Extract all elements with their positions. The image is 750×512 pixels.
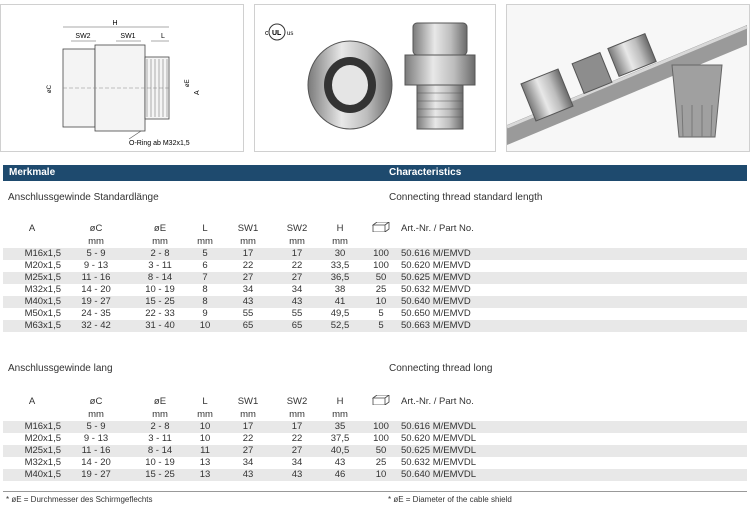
table-cell: 34 bbox=[242, 284, 254, 295]
table-cell: M16x1,5 bbox=[3, 248, 61, 260]
footer-note-de: * øE = Durchmesser des Schirmgeflechts bbox=[6, 495, 153, 504]
table-cell: 27 bbox=[275, 272, 319, 284]
dim-sw2-label: SW2 bbox=[75, 33, 91, 40]
col-oe: øE bbox=[153, 223, 167, 234]
col-l: L bbox=[202, 396, 208, 407]
table1-title-en: Connecting thread standard length bbox=[389, 192, 543, 203]
col-oc: øC bbox=[89, 396, 103, 407]
table-cell: M63x1,5 bbox=[3, 320, 61, 332]
col-part-no: Art.-Nr. / Part No. bbox=[401, 223, 474, 234]
table-cell: 8 - 14 bbox=[131, 445, 189, 457]
table-cell: M16x1,5 bbox=[3, 421, 61, 433]
table-cell: 30 bbox=[319, 248, 361, 260]
table-cell: 55 bbox=[242, 308, 254, 319]
table-cell: 50.616 M/EMVDL bbox=[401, 421, 747, 433]
table-cell: 5 bbox=[378, 308, 384, 319]
table-cell: 17 bbox=[275, 421, 319, 433]
table-cell: 22 bbox=[242, 260, 254, 271]
table-cell: 11 bbox=[189, 445, 221, 457]
header-left-label: Merkmale bbox=[9, 167, 56, 178]
col-h: H bbox=[336, 396, 344, 407]
table-cell: 10 bbox=[199, 433, 211, 444]
table-cell: 15 - 25 bbox=[131, 469, 189, 481]
table-cell: M50x1,5 bbox=[24, 308, 61, 319]
table-unit-row: mm mm mm mm mm mm bbox=[88, 236, 348, 247]
table-cell: 34 bbox=[242, 457, 254, 468]
table-cell: 7 bbox=[189, 272, 221, 284]
table-cell: 8 - 14 bbox=[131, 272, 189, 284]
table-row bbox=[3, 284, 747, 296]
table-cell: 11 - 16 bbox=[61, 445, 131, 457]
table-cell: 100 bbox=[361, 421, 401, 433]
table-row bbox=[3, 421, 747, 433]
col-oc: øC bbox=[89, 223, 103, 234]
packaging-box-icon bbox=[372, 222, 390, 232]
col-l: L bbox=[202, 223, 208, 234]
technical-drawing bbox=[0, 4, 244, 152]
table-cell: 41 bbox=[319, 296, 361, 308]
table-long-thread bbox=[3, 395, 747, 481]
table-standard-length bbox=[3, 222, 747, 332]
table-row bbox=[3, 248, 747, 260]
table-cell: M32x1,5 bbox=[24, 457, 61, 468]
ul-c-text: c bbox=[265, 30, 269, 37]
table-cell: 55 bbox=[291, 308, 303, 319]
table-cell: 10 bbox=[361, 296, 401, 308]
packaging-box-icon bbox=[372, 395, 390, 405]
col-a: A bbox=[28, 223, 36, 234]
table-unit-row: mm mm mm mm mm mm bbox=[88, 409, 348, 420]
ul-us-text: us bbox=[287, 31, 294, 37]
table-header-row bbox=[3, 395, 747, 409]
col-oe: øE bbox=[153, 396, 167, 407]
table-cell: M20x1,5 bbox=[24, 260, 61, 271]
table-cell: 10 - 19 bbox=[145, 457, 175, 468]
table-cell: 27 bbox=[275, 445, 319, 457]
table-cell: 15 - 25 bbox=[131, 296, 189, 308]
table-cell: 65 bbox=[275, 320, 319, 332]
table-cell: 6 bbox=[202, 260, 208, 271]
col-h: H bbox=[336, 223, 344, 234]
table-cell: 13 bbox=[189, 469, 221, 481]
table-cell: 17 bbox=[275, 248, 319, 260]
table-cell: 22 bbox=[291, 433, 303, 444]
table-cell: 100 bbox=[373, 433, 389, 444]
table-cell: 19 - 27 bbox=[61, 469, 131, 481]
table-cell: 50.620 M/EMVDL bbox=[401, 433, 476, 444]
table-cell: 25 bbox=[375, 457, 387, 468]
table-cell: 52,5 bbox=[319, 320, 361, 332]
table-cell: 8 bbox=[189, 296, 221, 308]
table-cell: 34 bbox=[291, 457, 303, 468]
table-cell: 43 bbox=[275, 296, 319, 308]
col-a: A bbox=[28, 396, 36, 407]
table-cell: 27 bbox=[221, 445, 275, 457]
table-cell: 50.650 M/EMVD bbox=[401, 308, 471, 319]
table-cell: 5 - 9 bbox=[61, 248, 131, 260]
dim-oe-label: øE bbox=[185, 79, 191, 87]
table-cell: 50.640 M/EMVDL bbox=[401, 469, 747, 481]
col-sw1: SW1 bbox=[237, 396, 259, 407]
table-cell: 10 - 19 bbox=[145, 284, 175, 295]
table-cell: 50.640 M/EMVD bbox=[401, 296, 747, 308]
col-sw1: SW1 bbox=[237, 223, 259, 234]
table-cell: M25x1,5 bbox=[3, 272, 61, 284]
assembly-photo bbox=[506, 4, 750, 152]
table-cell: 40,5 bbox=[319, 445, 361, 457]
table-row bbox=[3, 433, 747, 445]
table-row bbox=[3, 272, 747, 284]
table-cell: 33,5 bbox=[330, 260, 350, 271]
table-cell: 43 bbox=[221, 469, 275, 481]
table-cell: 24 - 35 bbox=[81, 308, 111, 319]
table-cell: 9 - 13 bbox=[83, 260, 109, 271]
table-cell: 5 bbox=[189, 248, 221, 260]
table-cell: 100 bbox=[361, 248, 401, 260]
table-cell: 43 bbox=[221, 296, 275, 308]
table-cell: 32 - 42 bbox=[61, 320, 131, 332]
table-cell: 35 bbox=[319, 421, 361, 433]
table-row bbox=[3, 320, 747, 332]
table-row bbox=[3, 296, 747, 308]
dim-h-label: H bbox=[112, 20, 118, 27]
table-cell: 2 - 8 bbox=[131, 248, 189, 260]
table-cell: 22 bbox=[291, 260, 303, 271]
col-packaging-icon bbox=[361, 222, 401, 236]
table-cell: 50.625 M/EMVD bbox=[401, 272, 747, 284]
table-cell: 17 bbox=[221, 421, 275, 433]
table-cell: 50.625 M/EMVDL bbox=[401, 445, 747, 457]
table-cell: 43 bbox=[275, 469, 319, 481]
table-cell: M32x1,5 bbox=[24, 284, 61, 295]
table-row bbox=[3, 469, 747, 481]
col-packaging-icon bbox=[361, 395, 401, 409]
table-cell: 3 - 11 bbox=[148, 433, 172, 444]
col-sw2: SW2 bbox=[286, 223, 308, 234]
table-row bbox=[3, 260, 747, 272]
table-cell: 25 bbox=[375, 284, 387, 295]
dim-l-label: L bbox=[161, 33, 165, 40]
col-sw2: SW2 bbox=[286, 396, 308, 407]
table-cell: 43 bbox=[334, 457, 346, 468]
table-cell: 14 - 20 bbox=[81, 284, 111, 295]
table1-title-de: Anschlussgewinde Standardlänge bbox=[8, 192, 159, 203]
table-cell: 14 - 20 bbox=[81, 457, 111, 468]
table-cell: 5 bbox=[361, 320, 401, 332]
table-cell: 13 bbox=[199, 457, 211, 468]
table-cell: 49,5 bbox=[330, 308, 350, 319]
table-cell: 10 bbox=[189, 320, 221, 332]
table-cell: M40x1,5 bbox=[3, 469, 61, 481]
table-cell: 3 - 11 bbox=[148, 260, 172, 271]
table-cell: 9 - 13 bbox=[83, 433, 109, 444]
table-cell: 22 - 33 bbox=[145, 308, 175, 319]
table-cell: 50.663 M/EMVD bbox=[401, 320, 747, 332]
footer-divider bbox=[3, 491, 747, 492]
col-part-no: Art.-Nr. / Part No. bbox=[401, 396, 474, 407]
table-cell: 50.620 M/EMVD bbox=[401, 260, 471, 271]
table-cell: M25x1,5 bbox=[3, 445, 61, 457]
table-cell: 50 bbox=[361, 445, 401, 457]
table-cell: 50.632 M/EMVD bbox=[401, 284, 471, 295]
table-cell: 100 bbox=[373, 260, 389, 271]
table-cell: 9 bbox=[202, 308, 208, 319]
table-cell: 27 bbox=[221, 272, 275, 284]
table2-title-de: Anschlussgewinde lang bbox=[8, 363, 113, 374]
footer-note-en: * øE = Diameter of the cable shield bbox=[388, 495, 512, 504]
table-cell: 22 bbox=[242, 433, 254, 444]
table-cell: M20x1,5 bbox=[24, 433, 61, 444]
dim-a-label: A bbox=[194, 90, 201, 95]
table-cell: 36,5 bbox=[319, 272, 361, 284]
table-cell: 5 - 9 bbox=[61, 421, 131, 433]
table-cell: 38 bbox=[334, 284, 346, 295]
svg-text:UL: UL bbox=[272, 30, 282, 37]
table-cell: 10 bbox=[361, 469, 401, 481]
table-cell: 19 - 27 bbox=[61, 296, 131, 308]
table-cell: 10 bbox=[189, 421, 221, 433]
table-cell: 50 bbox=[361, 272, 401, 284]
characteristics-header bbox=[3, 165, 747, 181]
oring-label: O-Ring ab M32x1,5 bbox=[129, 140, 190, 147]
table-cell: 8 bbox=[202, 284, 208, 295]
table-cell: 46 bbox=[319, 469, 361, 481]
table-cell: 37,5 bbox=[330, 433, 350, 444]
header-right-label: Characteristics bbox=[389, 167, 462, 178]
table-cell: M40x1,5 bbox=[3, 296, 61, 308]
table-cell: 34 bbox=[291, 284, 303, 295]
table-cell: 50.616 M/EMVD bbox=[401, 248, 747, 260]
table-row bbox=[3, 457, 747, 469]
table-cell: 31 - 40 bbox=[131, 320, 189, 332]
product-photo bbox=[254, 4, 496, 152]
table-header-row bbox=[3, 222, 747, 236]
table-row bbox=[3, 445, 747, 457]
table-cell: 2 - 8 bbox=[131, 421, 189, 433]
table-cell: 17 bbox=[221, 248, 275, 260]
dim-oc-label: øC bbox=[47, 85, 53, 93]
table-cell: 11 - 16 bbox=[61, 272, 131, 284]
dim-sw1-label: SW1 bbox=[120, 33, 136, 40]
table2-title-en: Connecting thread long bbox=[389, 363, 493, 374]
table-cell: 50.632 M/EMVDL bbox=[401, 457, 476, 468]
table-row bbox=[3, 308, 747, 320]
table-cell: 65 bbox=[221, 320, 275, 332]
